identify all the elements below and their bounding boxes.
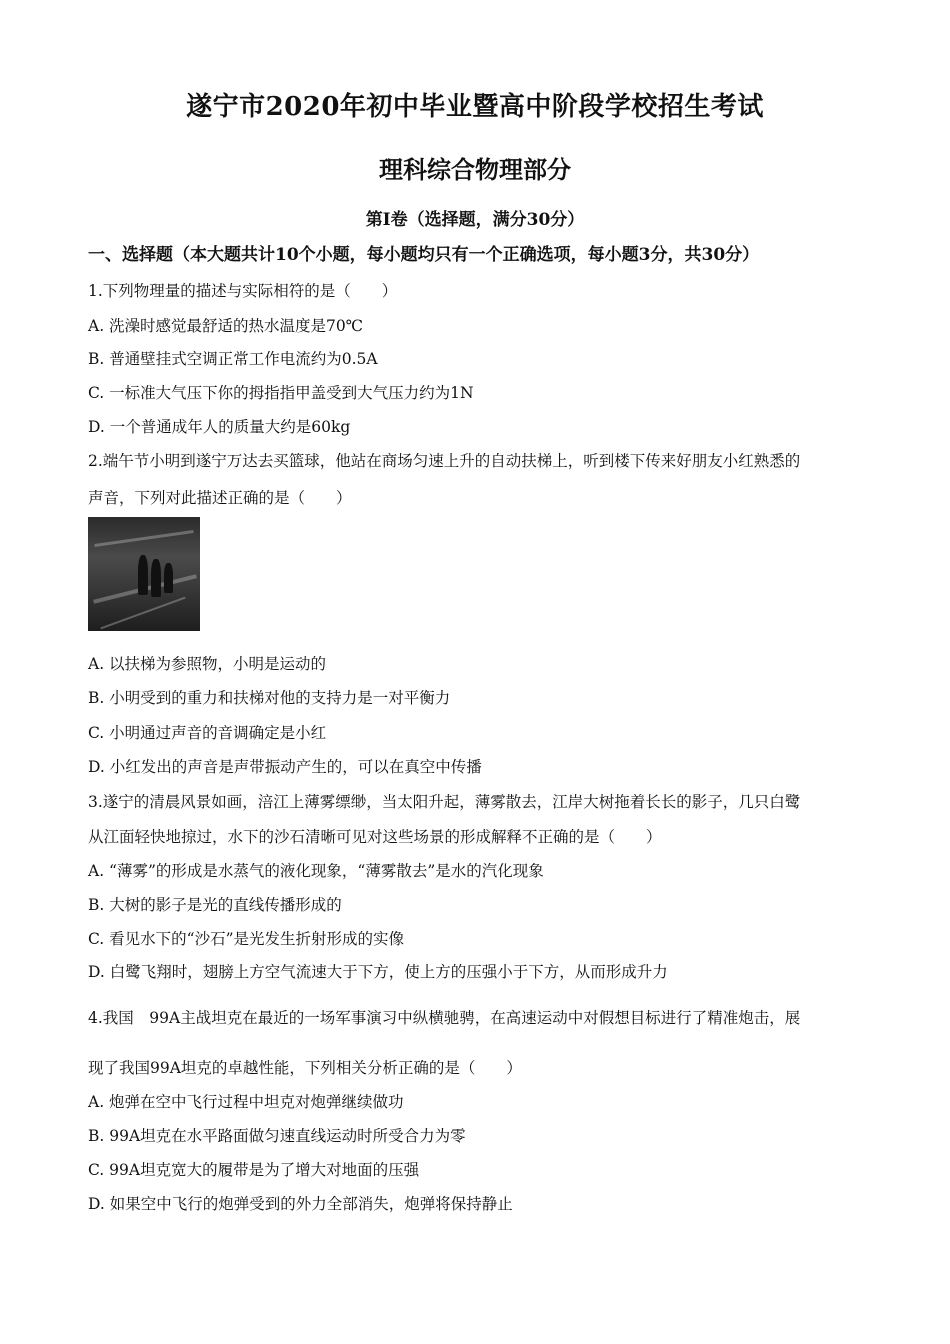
- question-4-option-a: A. 炮弹在空中飞行过程中坦克对炮弹继续做功: [88, 1093, 404, 1111]
- section-heading: 一、选择题（本大题共计10个小题，每小题均只有一个正确选项，每小题3分，共30分）: [88, 245, 760, 265]
- question-2-option-a: A. 以扶梯为参照物，小明是运动的: [88, 655, 327, 673]
- question-1-option-a: A. 洗澡时感觉最舒适的热水温度是70℃: [88, 317, 364, 335]
- question-3-option-b: B. 大树的影子是光的直线传播形成的: [88, 896, 342, 914]
- question-4-option-d: D. 如果空中飞行的炮弹受到的外力全部消失，炮弹将保持静止: [88, 1195, 513, 1213]
- question-2-option-b: B. 小明受到的重力和扶梯对他的支持力是一对平衡力: [88, 689, 451, 707]
- exam-subtitle: 理科综合物理部分: [379, 155, 571, 184]
- question-3-option-c: C. 看见水下的“沙石”是光发生折射形成的实像: [88, 930, 405, 948]
- question-3-option-a: A. “薄雾”的形成是水蒸气的液化现象，“薄雾散去”是水的汽化现象: [88, 862, 544, 880]
- question-1-stem: 1.下列物理量的描述与实际相符的是（ ）: [88, 282, 398, 300]
- question-4-option-b: B. 99A坦克在水平路面做匀速直线运动时所受合力为零: [88, 1127, 466, 1145]
- question-4-option-c: C. 99A坦克宽大的履带是为了增大对地面的压强: [88, 1161, 420, 1179]
- question-1-option-b: B. 普通壁挂式空调正常工作电流约为0.5A: [88, 350, 378, 368]
- question-3-stem-line-1: 3.遂宁的清晨风景如画，涪江上薄雾缥缈，当太阳升起，薄雾散去，江岸大树拖着长长的影子，几只白鹭: [88, 793, 801, 811]
- question-3-option-d: D. 白鹭飞翔时，翅膀上方空气流速大于下方，使上方的压强小于下方，从而形成升力: [88, 963, 668, 981]
- question-4-stem-line-1: 4.我国 99A主战坦克在最近的一场军事演习中纵横驰骋，在高速运动中对假想目标进行了精准炮击，展: [88, 1009, 801, 1027]
- question-2-option-d: D. 小红发出的声音是声带振动产生的，可以在真空中传播: [88, 758, 482, 776]
- question-2-stem-line-1: 2.端午节小明到遂宁万达去买篮球，他站在商场匀速上升的自动扶梯上，听到楼下传来好朋友小红熟悉的: [88, 452, 801, 470]
- escalator-photo: [88, 517, 200, 631]
- question-2-stem-line-2: 声音，下列对此描述正确的是（ ）: [88, 489, 352, 507]
- question-1-option-c: C. 一标准大气压下你的拇指指甲盖受到大气压力约为1N: [88, 384, 474, 402]
- question-4-stem-line-2: 现了我国99A坦克的卓越性能，下列相关分析正确的是（ ）: [88, 1059, 522, 1077]
- part-heading: 第Ⅰ卷（选择题，满分30分）: [365, 210, 585, 230]
- exam-title: 遂宁市2020年初中毕业暨高中阶段学校招生考试: [186, 92, 764, 122]
- question-1-option-d: D. 一个普通成年人的质量大约是60kg: [88, 418, 351, 436]
- question-2-option-c: C. 小明通过声音的音调确定是小红: [88, 724, 327, 742]
- question-3-stem-line-2: 从江面轻快地掠过，水下的沙石清晰可见对这些场景的形成解释不正确的是（ ）: [88, 828, 662, 846]
